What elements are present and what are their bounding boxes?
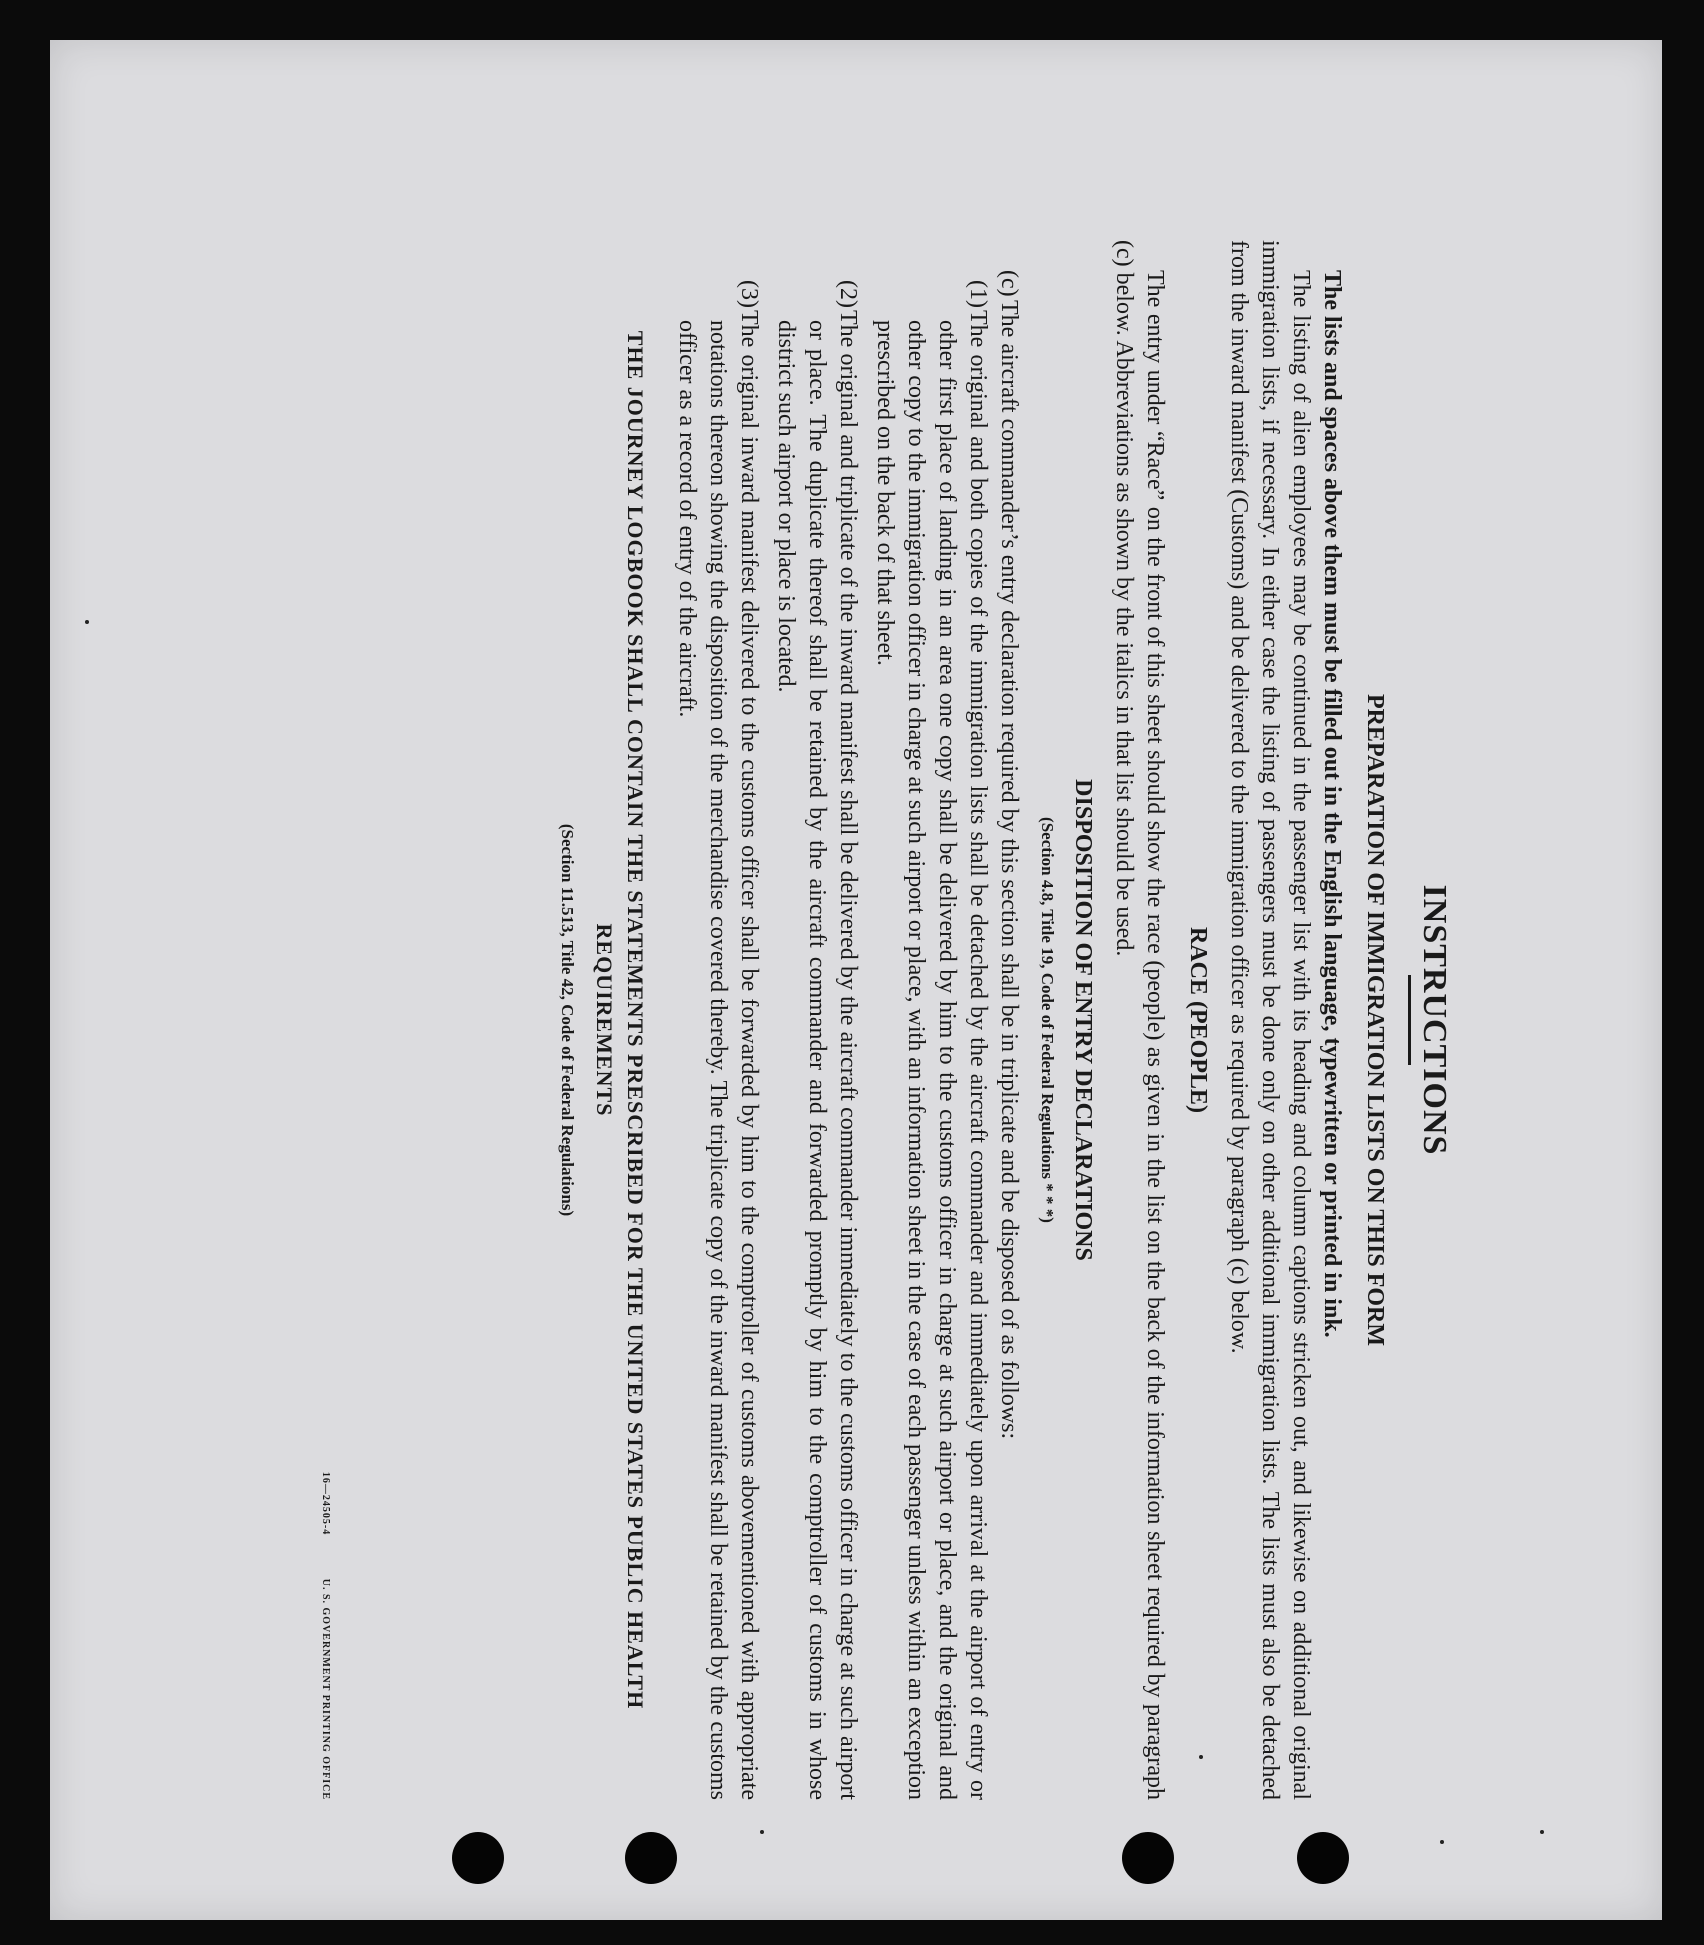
disposition-item bbox=[869, 280, 993, 1800]
disposition-lead-text: The aircraft commander’s entry declaration required by this section shall be in triplicate and be disposed of as follows: bbox=[996, 300, 1022, 1440]
item-number: (2) bbox=[835, 280, 861, 308]
title-underline bbox=[1408, 975, 1411, 1065]
section-title-preparation: PREPARATION OF IMMIGRATION LISTS ON THIS FORM bbox=[1362, 693, 1388, 1347]
printer-name: U. S. GOVERNMENT PRINTING OFFICE bbox=[320, 1578, 331, 1800]
section-title-disposition: DISPOSITION OF ENTRY DECLARATIONS bbox=[1070, 779, 1096, 1261]
form-number: 16—24505-4 bbox=[320, 1471, 331, 1536]
speck bbox=[1540, 1830, 1544, 1834]
disposition-item bbox=[671, 280, 764, 1800]
disposition-citation: (Section 4.8, Title 19, Code of Federal Regulations * * *) bbox=[1038, 817, 1057, 1223]
punch-hole bbox=[1297, 1832, 1349, 1884]
punch-hole bbox=[452, 1832, 504, 1884]
speck bbox=[85, 620, 89, 624]
punch-hole bbox=[625, 1832, 677, 1884]
section-title-race: RACE (PEOPLE) bbox=[1185, 927, 1211, 1113]
printer-imprint bbox=[310, 1432, 341, 1800]
speck bbox=[1440, 1840, 1444, 1844]
item-text: The original and both copies of the immigration lists shall be detached by the aircraft commander and immediately upon arrival at the airport of entry or other first place of landing in an area one copy shall be delivered by him to the customs officer in charge at such airport or place, and the original and other copy to the immigration officer in charge at such airport or place, with an information sheet in the case of each passenger unless within an exception prescribed on the back of that sheet. bbox=[872, 310, 991, 1800]
item-number: (3) bbox=[736, 280, 762, 308]
rotated-instructions bbox=[290, 240, 1453, 1800]
logbook-citation: (Section 11.513, Title 42, Code of Federal Regulations) bbox=[558, 823, 577, 1217]
disposition-lead bbox=[993, 270, 1024, 1800]
race-paragraph: The entry under “Race” on the front of this sheet should show the race (people) as given in the list on the back of the information sheet required by paragraph (c) below. Abbreviations as shown by the italics in that list should be used. bbox=[1111, 240, 1168, 1800]
item-text: The original and triplicate of the inward manifest shall be delivered by the aircraft commander immediately to the customs officer in charge at such airport or place. The duplicate thereof shall be retained by the aircraft commander and forwarded promptly by him to the comptroller of customs in whose district such airport or place is located. bbox=[773, 310, 861, 1800]
disposition-item bbox=[770, 280, 863, 1800]
punch-hole bbox=[1122, 1832, 1174, 1884]
item-number: (1) bbox=[965, 280, 991, 308]
disposition-lead-number: (c) bbox=[996, 270, 1022, 297]
preparation-paragraph-1: The lists and spaces above them must be filled out in the English language, typewritten or printed in ink. bbox=[1319, 270, 1345, 1338]
page-title: INSTRUCTIONS bbox=[1416, 884, 1453, 1156]
speck bbox=[760, 1830, 764, 1834]
disposition-items bbox=[671, 280, 993, 1800]
preparation-paragraph-2: The listing of alien employees may be continued in the passenger list with its heading and column captions stricken out, and likewise on additional original immigration lists, if necessary. In either case the listing of passengers must be done only on other additional immigration lists. The lists must also be detached from the inward manifest (Customs) and be delivered to the immigration officer as required by paragraph (c) below. bbox=[1226, 240, 1314, 1800]
logbook-statement: THE JOURNEY LOGBOOK SHALL CONTAIN THE STATEMENTS PRESCRIBED FOR THE UNITED STATES PUBLIC HEALTH REQUIREMENTS bbox=[592, 330, 648, 1710]
document-sheet bbox=[50, 40, 1662, 1920]
item-text: The original inward manifest delivered to the customs officer shall be forwarded by him to the comptroller of customs abovementioned with appropriate notations thereon showing the disposition of the merchandise covered thereby. The triplicate copy of the inward manifest shall be retained by the customs officer as a record of entry of the aircraft. bbox=[674, 310, 762, 1800]
